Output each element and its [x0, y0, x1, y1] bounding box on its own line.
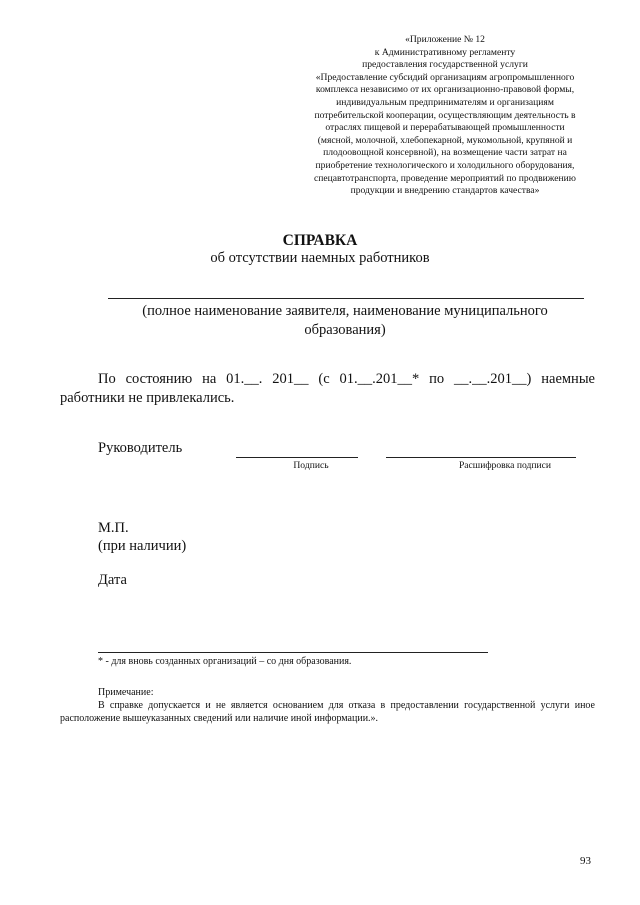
statement-text: По состоянию на 01.__. 201__ (с 01.__.201__* по __.__.201__) наемные работники не привлекались. — [60, 371, 595, 406]
footnote-divider — [98, 652, 488, 653]
appendix-line: индивидуальным предпринимателям и организациям — [336, 96, 554, 108]
signature-decode-caption: Расшифровка подписи — [458, 460, 552, 471]
applicant-caption: (полное наименование заявителя, наименование муниципального образования) — [142, 303, 548, 338]
appendix-line: приобретение технологического и холодильного оборудования, — [315, 159, 575, 171]
note-heading: Примечание: — [98, 687, 154, 698]
signature-decode-line — [386, 457, 576, 458]
date-label: Дата — [98, 572, 127, 588]
page-number: 93 — [580, 855, 591, 867]
applicant-name-line — [108, 298, 584, 299]
stamp-label: М.П. — [98, 520, 129, 536]
appendix-line: «Предоставление субсидий организациям агропромышленного — [315, 71, 575, 83]
appendix-line: (мясной, молочной, хлебопекарной, мукомольной, крупяной и — [317, 134, 573, 146]
document-title: СПРАВКА — [282, 232, 358, 249]
appendix-line: продукции и внедрению стандартов качества» — [350, 185, 540, 197]
appendix-header — [290, 34, 600, 198]
note-block — [60, 686, 595, 725]
appendix-line: комплекса независимо от их организационно-правовой формы, — [315, 84, 575, 96]
appendix-line: к Административному регламенту — [374, 46, 516, 58]
signature-caption: Подпись — [293, 460, 329, 471]
appendix-line: отраслях пищевой и перерабатывающей промышленности — [325, 122, 565, 134]
appendix-line: предоставления государственной услуги — [362, 59, 528, 71]
appendix-line: спецавтотранспорта, проведение мероприятий по продвижению — [314, 172, 576, 184]
appendix-line: потребительской кооперации, осуществляющим деятельность в — [314, 109, 576, 121]
appendix-line: плодоовощной консервной), на возмещение части затрат на — [323, 147, 567, 159]
signature-line — [236, 457, 358, 458]
signatory-role: Руководитель — [98, 440, 183, 456]
footnote: * - для вновь созданных организаций – со дня образования. — [98, 656, 352, 667]
appendix-line: «Приложение № 12 — [405, 34, 485, 45]
document-subtitle: об отсутствии наемных работников — [210, 250, 430, 266]
note-body: В справке допускается и не является основанием для отказа в предоставлении государственной услуги иное расположение вышеуказанных сведений или наличие иной информации.». — [60, 700, 595, 724]
stamp-note: (при наличии) — [98, 538, 187, 554]
